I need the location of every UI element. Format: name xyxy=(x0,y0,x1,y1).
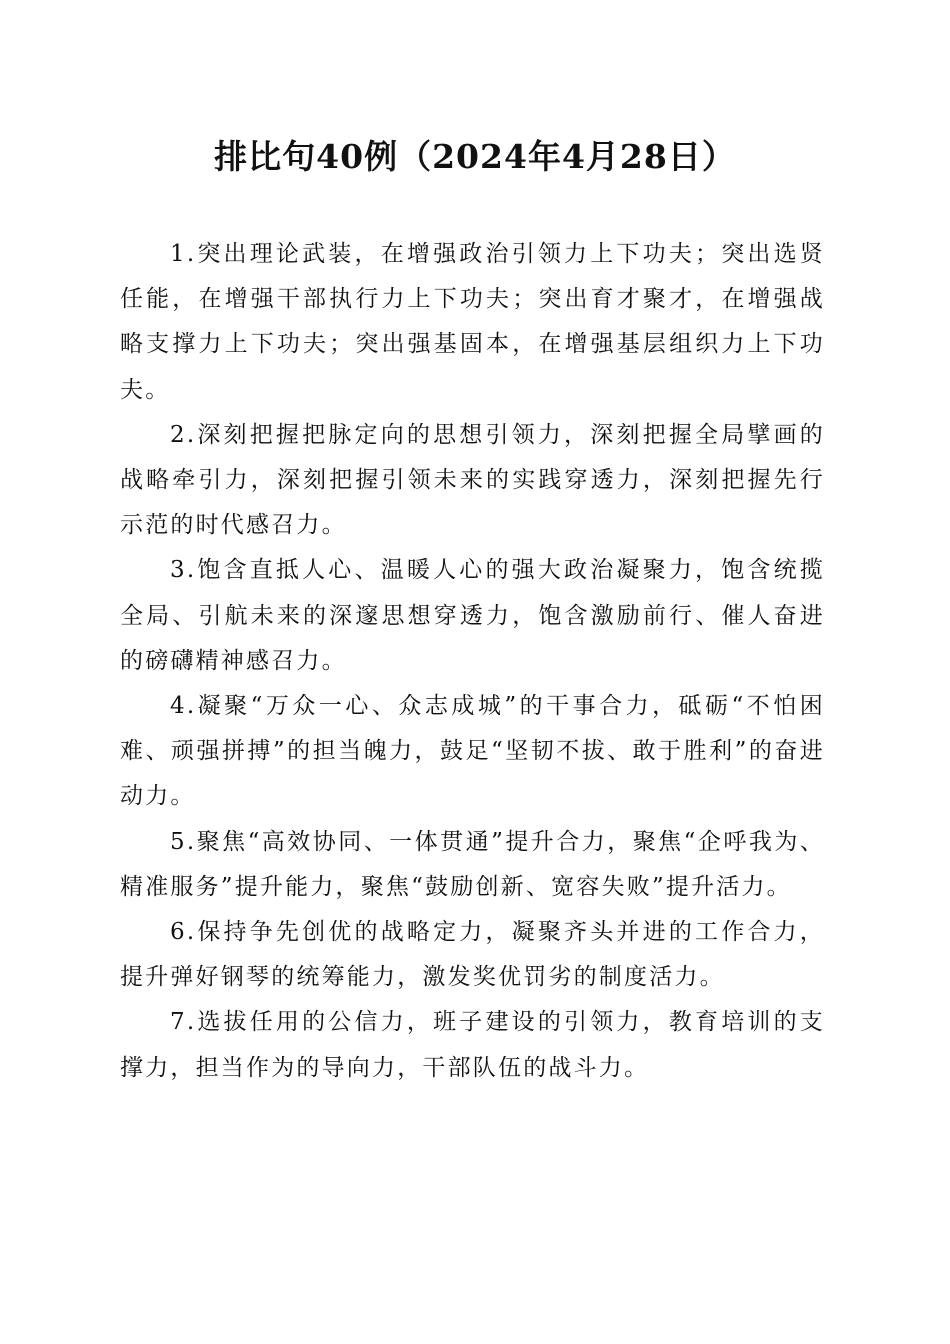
paragraph-5: 5.聚焦“高效协同、一体贯通”提升合力，聚焦“企呼我为、精准服务”提升能力，聚焦“鼓励创新、宽容失败”提升活力。 xyxy=(120,828,825,900)
paragraph-1: 1.突出理论武装，在增强政治引领力上下功夫；突出选贤任能，在增强干部执行力上下功夫；突出育才聚才，在增强战略支撑力上下功夫；突出强基固本，在增强基层组织力上下功夫。 xyxy=(120,241,825,403)
document-body xyxy=(120,232,825,1091)
paragraph-6: 6.保持争先创优的战略定力，凝聚齐头并进的工作合力，提升弹好钢琴的统筹能力，激发奖优罚劣的制度活力。 xyxy=(120,919,825,991)
paragraph-3: 3.饱含直抵人心、温暖人心的强大政治凝聚力，饱含统揽全局、引航未来的深邃思想穿透力，饱含激励前行、催人奋进的磅礴精神感召力。 xyxy=(120,557,825,674)
paragraph-7: 7.选拔任用的公信力，班子建设的引领力，教育培训的支撑力，担当作为的导向力，干部队伍的战斗力。 xyxy=(120,1009,825,1081)
paragraph-2: 2.深刻把握把脉定向的思想引领力，深刻把握全局擘画的战略牵引力，深刻把握引领未来的实践穿透力，深刻把握先行示范的时代感召力。 xyxy=(120,421,825,539)
document-title: 排比句40例（2024年4月28日） xyxy=(214,137,736,176)
paragraph-4: 4.凝聚“万众一心、众志成城”的干事合力，砥砺“不怕困难、顽强拼搏”的担当魄力，鼓足“坚韧不拔、敢于胜利”的奋进动力。 xyxy=(120,693,825,810)
